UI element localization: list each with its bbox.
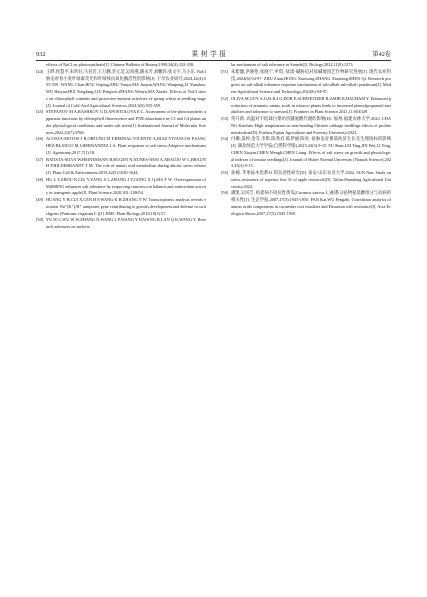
journal-title: 果 树 学 报 — [191, 51, 227, 58]
reference-entry — [221, 136, 391, 170]
reference-number: [52] — [221, 95, 229, 101]
reference-entry — [36, 197, 206, 217]
reference-entry — [221, 96, 391, 116]
reference-entry — [36, 217, 206, 231]
reference-entry — [36, 109, 206, 136]
reference-text: 朱紫懿,洪晓伦,张晓宁,申琪. 盐渍-碱胁迫对盐碱地园艺作物研究进展[J]. 现代农业科技,2024(6):94-97. ZHU Zitan,HONG Xiaosong,ZHANG Xiaoning,SHEN Qi. Research progress on salt-alkali tolerance response mechanism of salt-alkali salt-alkali ponderum[J]. Modern Agricultural Science and Technology,2024(6):94-97. — [231, 68, 391, 94]
reference-text: 常开新. 高温对不结球白菜幼苗脯氨酸代谢的影响[D]. 福州:福建农林大学,2023. CHANG Kaizhen. High temperature on non-heading Chinese cabbage seedlings effects of proline metabolism[D]. Fuzhou:Fujian Agriculture and Forestry University,2023. — [231, 116, 391, 135]
reference-text: YU W C,WU W W,ZHANG N,WANG L P,WANG Y H,WANG B,LAN Q K,WANG Y. Research advances on molecu- — [46, 217, 206, 229]
references-body — [36, 62, 391, 547]
reference-text: STEFANOV M A,RASHKOV G D,APOSTOLOVA E L. Assessment of the photosynthetic apparatus functions by chlorophyll fluorescence and P700 absorbance in C3 and C4 plants under physiological conditions and under salt stress[J]. International Journal of Molecular Sciences,2022,23(7):3768. — [46, 109, 206, 135]
page-number: 932 — [36, 51, 46, 58]
reference-entry — [36, 177, 206, 197]
reference-number: [44] — [36, 68, 44, 74]
reference-text: effects of NaCl on photosynthesis[J]. Chinese Bulletin of Botany,1999,34(4):332-338. — [46, 62, 195, 67]
volume-label: 第42卷 — [372, 51, 391, 58]
reference-text: BATISTA-SILVA W,HEINEMANN B,RUGEN N,NUNES-NESI A,ARAÚJO W L,BRAUN H P,HILDEBRANDT T M. The role of amino acid metabolism during abiotic stress release[J]. Plant,Cell & Environment,2019,42(5):1630-1644. — [46, 156, 206, 175]
reference-entry — [221, 190, 391, 217]
reference-number: [45] — [36, 109, 44, 115]
left-column — [36, 62, 206, 547]
reference-number: [47] — [36, 156, 44, 162]
reference-number: [54] — [221, 136, 229, 142]
reference-entry — [221, 69, 391, 96]
reference-number: [53] — [221, 116, 229, 121]
reference-number: [50] — [36, 217, 44, 223]
reference-number: [49] — [36, 197, 44, 202]
reference-number: [55] — [221, 170, 229, 175]
right-column — [221, 62, 391, 547]
reference-number: [56] — [221, 190, 229, 196]
reference-entry — [36, 157, 206, 177]
reference-number: [46] — [36, 136, 44, 142]
reference-text: 孙楠. 苹果砧木优系31 的抗逆性研究[D]. 泰安:山东农业大学,2022. SUN Nan. Study on stress resistance of superior line 31 of apple rootstock[D]. Tai'an:Shandong Agricultural University,2022. — [231, 170, 391, 189]
reference-entry — [221, 62, 391, 69]
reference-number: [51] — [221, 68, 229, 74]
reference-text: 付珊,雷婷,金雪,李影,陈秀君,陈梦丽,陈亮. 盐胁迫对番茄幼苗生长及生理指标的影响[J]. 湖北师范大学学报(自然科学版),2023,43(3):9-15. FU Shan,LEI Ting,JIN Wei,LI Ying,CHEN Xiujun,CHEN Mengli,CHEN Liang. Effects of salt stress on growth and physiological indexes of tomato seedlings[J]. Journal of Hubei Normal University (Natural Science),2023,43(3):9-15. — [231, 136, 391, 169]
reference-text: HUANG Y H,CUI X,CEN H F,WANG K H,ZHANG Y W. Transcriptomic analysis reveals vacuolar Na⁺(K⁺)/H⁺ antiporter gene contributing to growth,development,and defense in switchgrass (Panicum virgatum L.)[J]. BMC Plant Biology,2018,18(1):57. — [46, 197, 206, 216]
reference-entry — [221, 170, 391, 190]
reference-text: HU L Y,ZHOU K,LIU Y,YANG S L,ZHANG J Y,GONG X Q,MA F W. Overexpression of MdMIPS1 enhances salt tolerance by improving osmosis,ion balance,and antioxidant activity in transgenic apple[J]. Plant Science,2020,301:110654. — [46, 176, 206, 196]
reference-text: lar mechanism of salt tolerance in Suaeda[J]. Biology,2022,11(9):1273. — [231, 62, 354, 67]
reference-text: OLIVA M,GUY A,GALILI G,DOR E,SCHWEITZER R,AMIR R,HACHAM Y. Enhanced production of aromatic amino acids in tobacco plants leads to increased phenylpropanoid metabolites and tolerance to stresses[J]. Frontiers in Plant Science,2021,11:604349. — [231, 95, 391, 115]
reference-entry — [36, 136, 206, 156]
reference-text: 潘凯,吴凤芝. 枯萎病不同抗性黄瓜(Cucumis sativus L.)根系分泌物氨基酸组分与抗病的相关性[J]. 生态学报,2007,27(5):1945-1950. PAN Kai,WU Fengzhi. Correlation analysis of amino acids components in cucumber root exudates and Fusarium wilt resistance[J]. Acta Ecologica Sinica,2007,27(5):1945-1950. — [231, 190, 391, 216]
reference-text: 王晔,侯慧平,朱昕钰,马君若,王万鹏,李元昊,吴海燕,潘永芳,刘鹏炜,张文宇,马小乐. NaCl 胁迫对春小麦叶绿素荧光和叶绿体抗氧化酶活性的影响[J]. 干旱农业研究,2024,42(4):555-559. WANG Chan,HOU Geping,ZHU Yanyu,MA Junjun,WANG Wanpeng,LI Yuanhao,WU Haiyan,HUI Yongfang,LIU Pengwei,ZHANG Wenyu,MA Xiaole. Effects of NaCl stress on chlorophyll contents and protective enzyme activities of spring wheat at seedling stage[J]. Journal of Cold-Arid Agricultural Sciences,2024,3(6):555-559. — [46, 68, 206, 108]
reference-entry — [36, 62, 206, 69]
reference-text: ACOSTA-MOTOS J R,ORTUÑO M F,BERNAL-VICENTE A,DIAZ-VIVANCOS P,SANCHEZ-BLANCO M J,HERNANDEZ J A. Plant responses to salt stress:Adaptive mechanisms[J]. Agronomy,2017,7(1):18. — [46, 136, 206, 155]
reference-number: [48] — [36, 176, 44, 182]
reference-entry — [221, 116, 391, 136]
page-header — [36, 46, 391, 61]
reference-entry — [36, 69, 206, 110]
